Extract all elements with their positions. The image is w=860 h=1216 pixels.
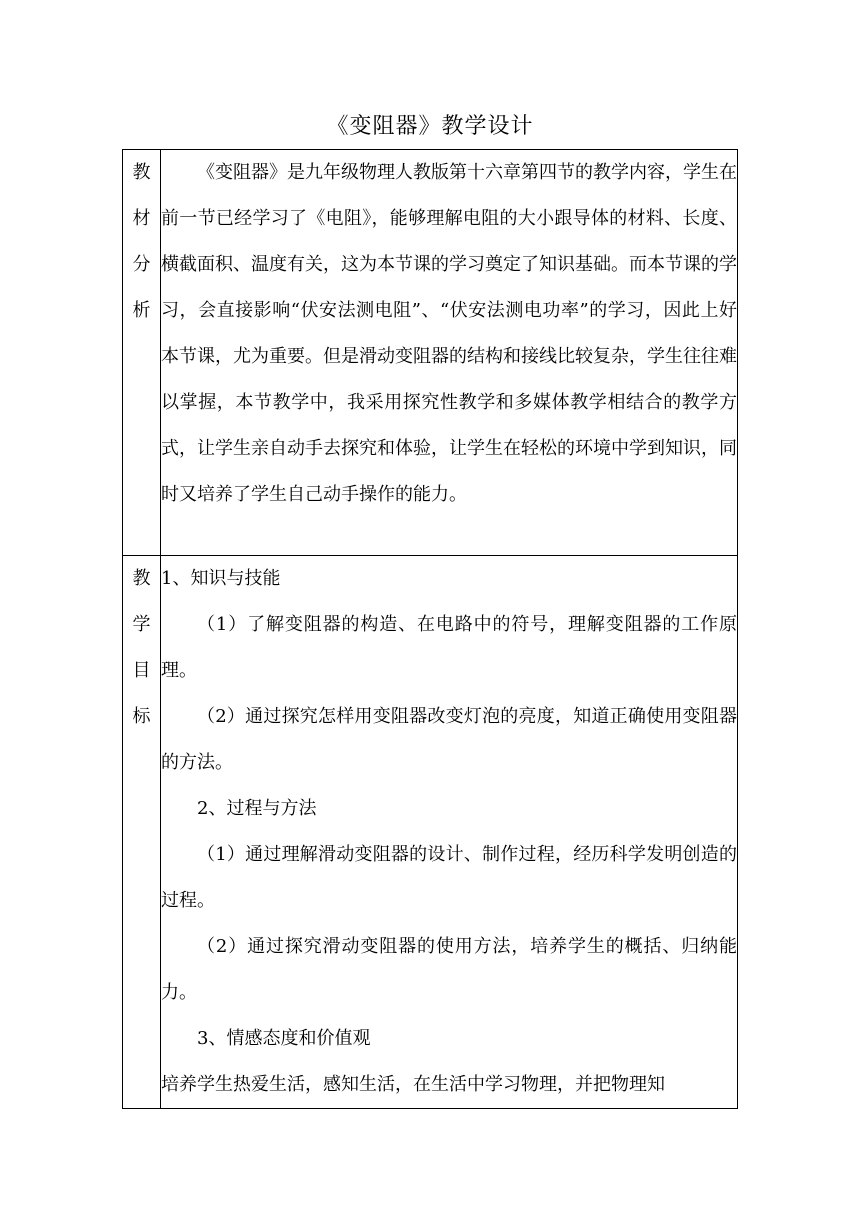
label-char: 材 [132,208,151,229]
label-char: 析 [132,300,151,321]
row-label-material-analysis [123,150,161,556]
objective-item: （1）了解变阻器的构造、在电路中的符号，理解变阻器的工作原理。 [161,614,737,681]
row-label-teaching-objectives [123,556,161,1109]
table-row-teaching-objectives [123,556,738,1109]
label-char: 教 [132,568,151,589]
lesson-plan-table [122,149,738,1109]
analysis-paragraph: 《变阻器》是九年级物理人教版第十六章第四节的教学内容，学生在前一节已经学习了《电阻》，能够理解电阻的大小跟导体的材料、长度、横截面积、温度有关，这为本节课的学习奠定了知识基础。而本节课的学习，会直接影响“伏安法测电阻”、“伏安法测电功率”的学习，因此上好本节课，尤为重要。但是滑动变阻器的结构和接线比较复杂，学生往往难以掌握，本节教学中，我采用探究性教学和多媒体教学相结合的教学方式，让学生亲自动手去探究和体验，让学生在轻松的环境中学到知识，同时又培养了学生自己动手操作的能力。 [161,162,737,505]
document-title: 《变阻器》教学设计 [326,114,534,139]
objective-item: （1）通过理解滑动变阻器的设计、制作过程，经历科学发明创造的过程。 [161,844,737,911]
objective-trailing-text: 培养学生热爱生活，感知生活，在生活中学习物理，并把物理知 [161,1074,665,1095]
label-char: 分 [132,254,151,275]
teaching-objectives-content [161,556,738,1109]
label-char: 标 [132,706,151,727]
objective-item: （2）通过探究怎样用变阻器改变灯泡的亮度，知道正确使用变阻器的方法。 [161,706,737,773]
section-heading-knowledge-skills: 1、知识与技能 [161,568,281,589]
label-char: 目 [132,660,151,681]
material-analysis-content [161,150,738,556]
section-heading-attitude-values: 3、情感态度和价值观 [197,1028,371,1049]
table-row-material-analysis [123,150,738,556]
objective-item: （2）通过探究滑动变阻器的使用方法，培养学生的概括、归纳能力。 [161,936,737,1003]
section-heading-process-method: 2、过程与方法 [197,798,317,819]
label-char: 学 [132,614,151,635]
label-char: 教 [132,162,151,183]
